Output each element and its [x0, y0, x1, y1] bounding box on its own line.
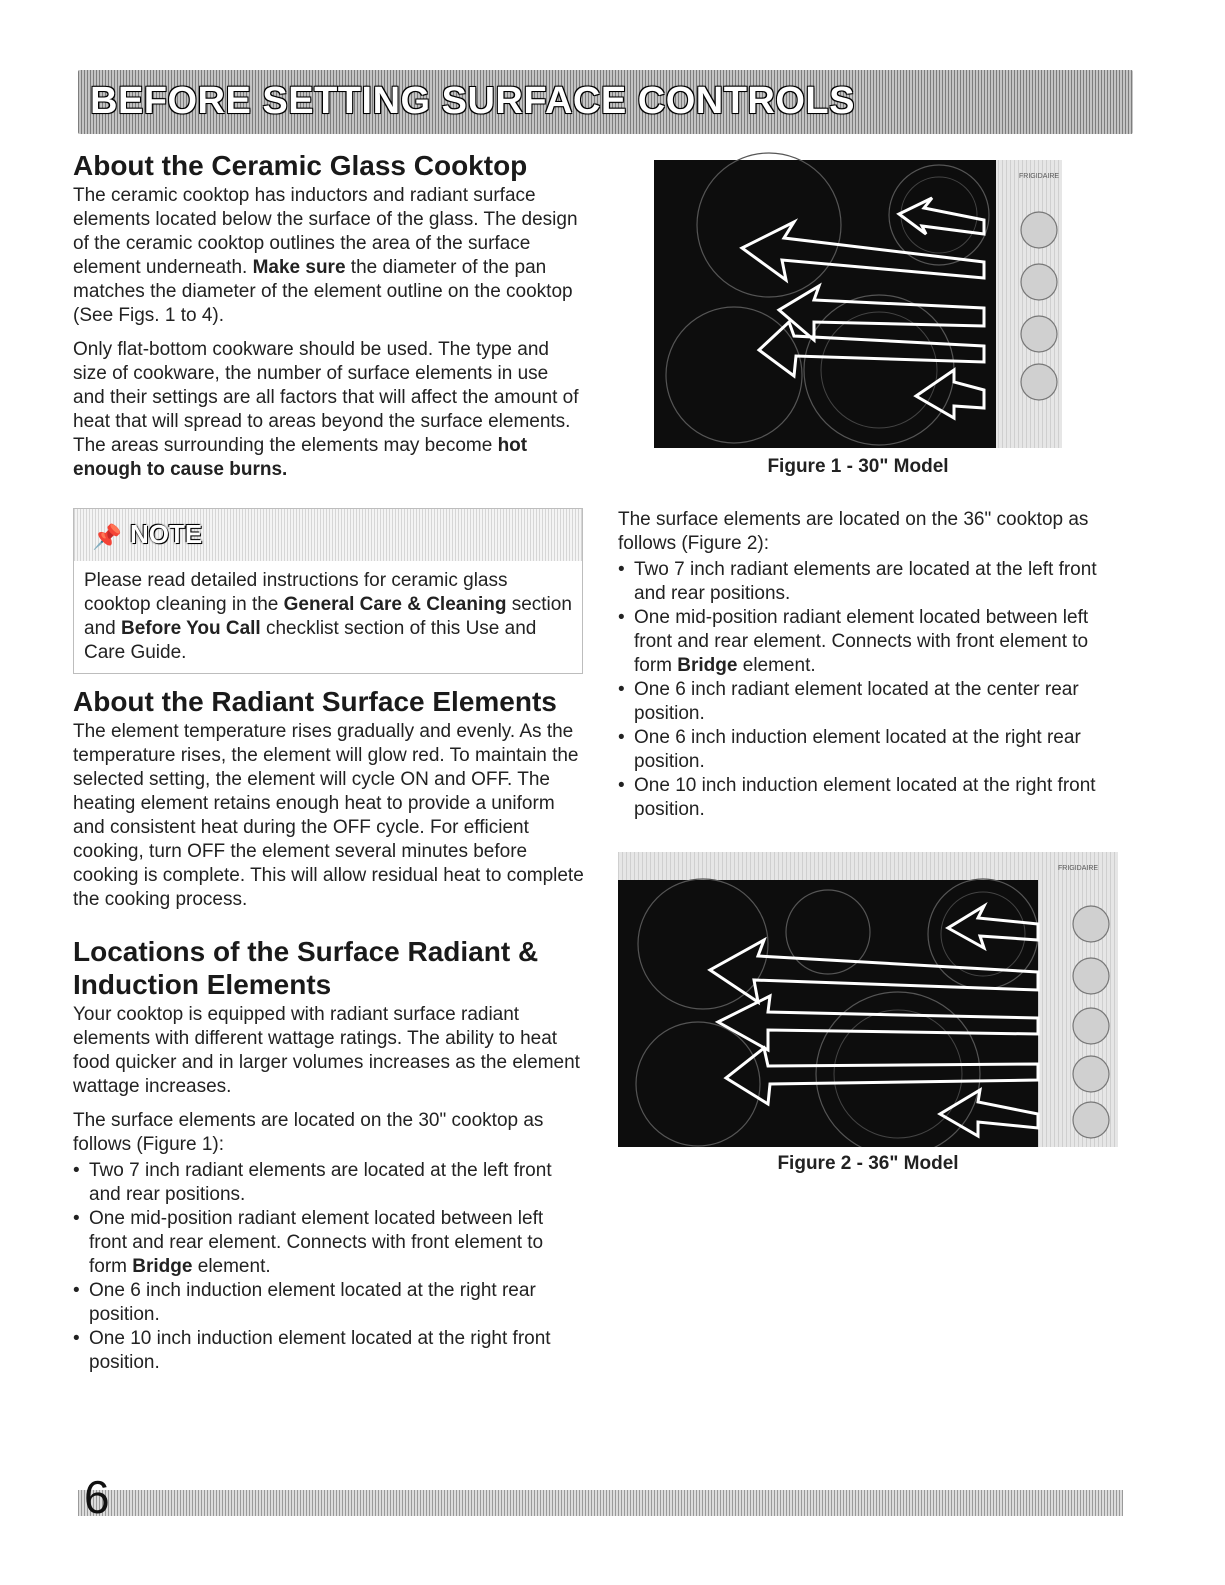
list-item: • One 10 inch induction element located at the right front position. [618, 774, 1128, 822]
figure-1 [654, 150, 1062, 478]
figure-2 [618, 852, 1118, 1175]
cooktop-30-image [654, 150, 1062, 450]
radiant-paragraph: The element temperature rises gradually and evenly. As the temperature rises, the element will glow red. To maintain the selected setting, the element will cycle ON and OFF. The heating element retains enough heat to provide a uniform and consistent heat during the OFF cycle. For efficient cooking, turn OFF the element several minutes before cooking is complete. This will allow residual heat to complete the cooking process. [73, 721, 584, 911]
brand-label: FRIGIDAIRE [1019, 173, 1060, 180]
ceramic-paragraph-1: The ceramic cooktop has inductors and radiant surface elements located below the surface of the glass. The design of the ceramic cooktop outlines the area of the surface element underneath. Make sure the diameter of the pan matches the diameter of the element outline on the cooktop (See Figs. 1 to 4). [73, 185, 578, 327]
locations-list-30 [73, 1159, 585, 1375]
list-item: • One mid-position radiant element located between left front and rear element. Connects with front element to form Bridge element. [618, 606, 1128, 678]
section-banner [78, 70, 1133, 134]
page-title: BEFORE SETTING SURFACE CONTROLS [90, 80, 855, 122]
left-column [73, 150, 585, 1375]
page-number: 6 [84, 1471, 110, 1523]
note-label: NOTE [130, 519, 203, 550]
list-item: • One 6 inch induction element located at the right rear position. [73, 1279, 585, 1327]
locations-list-36 [618, 558, 1128, 822]
list-item: • One mid-position radiant element located between left front and rear element. Connects with front element to form Bridge element. [73, 1207, 585, 1279]
radiant-heading: About the Radiant Surface Elements [73, 686, 557, 718]
note-text: Please read detailed instructions for ceramic glass cooktop cleaning in the General Care & Cleaning section and Before You Call checklist section of this Use and Care Guide. [84, 570, 572, 664]
right-paragraph: The surface elements are located on the 36" cooktop as follows (Figure 2): [618, 509, 1089, 554]
locations-paragraph-2: The surface elements are located on the 30" cooktop as follows (Figure 1): [73, 1109, 544, 1155]
list-item: • Two 7 inch radiant elements are located at the left front and rear positions. [73, 1159, 585, 1207]
list-item: • Two 7 inch radiant elements are located at the left front and rear positions. [618, 558, 1128, 606]
list-item: • One 6 inch radiant element located at the center rear position. [618, 678, 1128, 726]
footer-bar [78, 1471, 1123, 1523]
ceramic-paragraph-2: Only flat-bottom cookware should be used. The type and size of cookware, the number of surface elements in use and their settings are all factors that will affect the amount of heat that will spread to areas beyond the surface elements. The areas surrounding the elements may become hot enough to cause burns. [73, 339, 579, 481]
list-item: • One 10 inch induction element located at the right front position. [73, 1327, 585, 1375]
brand-label: FRIGIDAIRE [1058, 865, 1099, 872]
note-box [73, 508, 583, 674]
figure-1-caption: Figure 1 - 30" Model [767, 456, 949, 477]
list-item: • One 6 inch induction element located at the right rear position. [618, 726, 1128, 774]
right-column [618, 150, 1128, 1175]
locations-heading: Locations of the Surface Radiant & Induction Elements [73, 936, 539, 1000]
cooktop-36-image [618, 852, 1118, 1147]
figure-2-caption: Figure 2 - 36" Model [777, 1153, 959, 1174]
note-header [74, 509, 582, 561]
pushpin-icon: 📌 [92, 524, 122, 552]
ceramic-heading: About the Ceramic Glass Cooktop [73, 150, 528, 181]
locations-paragraph-1: Your cooktop is equipped with radiant surface radiant elements with different wattage ratings. The ability to heat food quicker and in larger volumes increases as the element wattage increases. [73, 1003, 580, 1097]
